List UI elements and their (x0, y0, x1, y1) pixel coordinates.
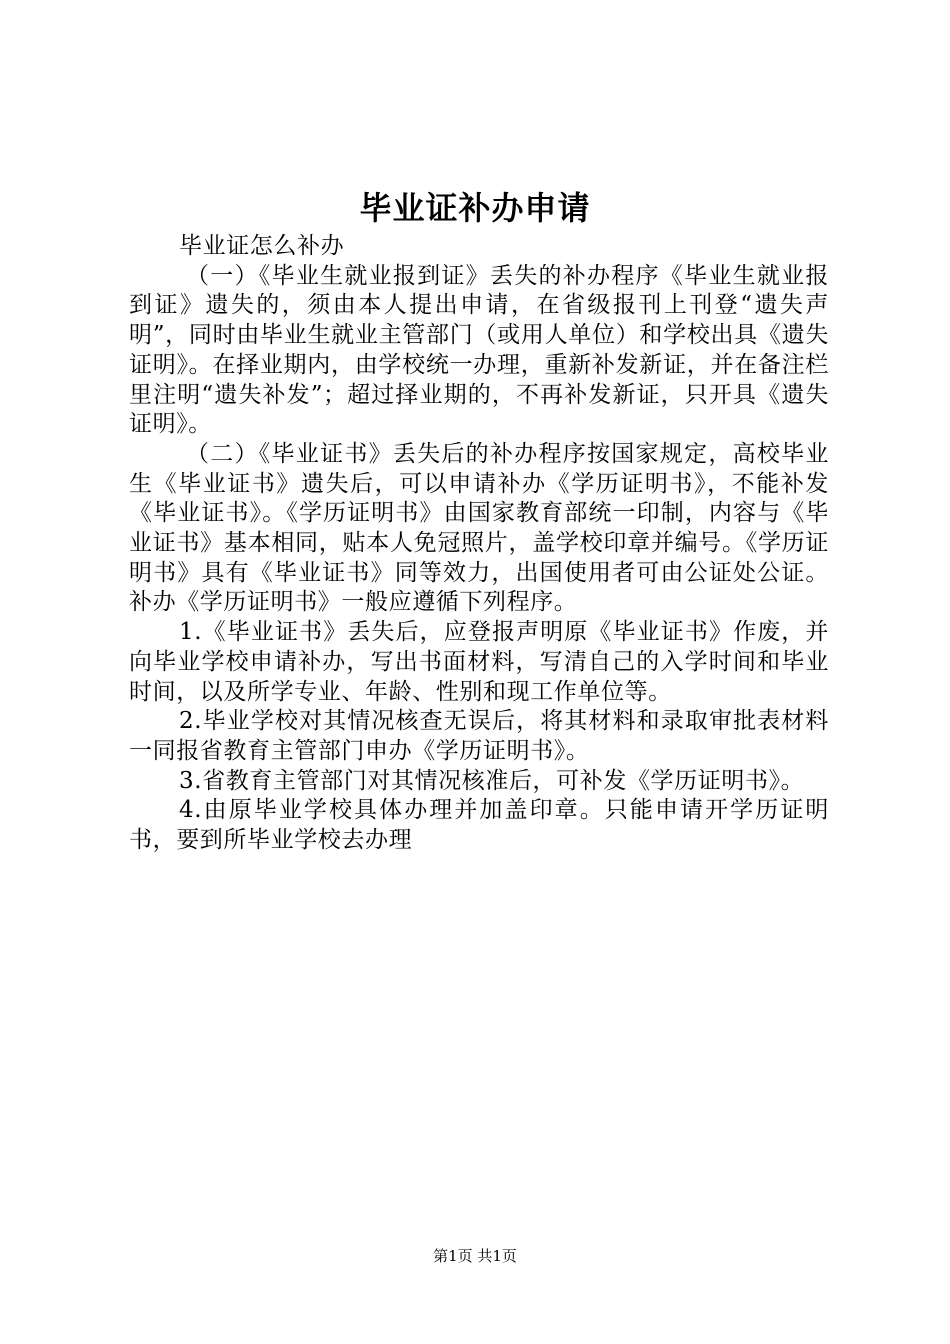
paragraph-graduation-certificate: （二）《毕业证书》丢失后的补办程序按国家规定，高校毕业生《毕业证书》遗失后，可以申请补办《学历证明书》，不能补发《毕业证书》。《学历证明书》由国家教育部统一印制，内容与《毕业证书》基本相同，贴本人免冠照片，盖学校印章并编号。《学历证明书》具有《毕业证书》同等效力，出国使用者可由公证处公证。补办《学历证明书》一般应遵循下列程序。 (129, 440, 829, 616)
paragraph-step-1: 1.《毕业证书》丢失后，应登报声明原《毕业证书》作废，并向毕业学校申请补办，写出书面材料，写清自己的入学时间和毕业时间，以及所学专业、年龄、性别和现工作单位等。 (129, 619, 829, 705)
paragraph-step-2: 2.毕业学校对其情况核查无误后，将其材料和录取审批表材料一同报省教育主管部门申办《学历证明书》。 (129, 708, 829, 764)
document-body (129, 232, 829, 856)
paragraph-registration-certificate: （一）《毕业生就业报到证》丢失的补办程序《毕业生就业报到证》遗失的，须由本人提出申请，在省级报刊上刊登“遗失声明”，同时由毕业生就业主管部门（或用人单位）和学校出具《遗失证明》。在择业期内，由学校统一办理，重新补发新证，并在备注栏里注明“遗失补发”；超过择业期的，不再补发新证，只开具《遗失证明》。 (129, 262, 829, 438)
page-number-footer: 第1页 共1页 (433, 1247, 517, 1265)
paragraph-step-3: 3.省教育主管部门对其情况核准后，可补发《学历证明书》。 (179, 767, 805, 794)
document-title: 毕业证补办申请 (359, 189, 591, 227)
paragraph-step-4: 4.由原毕业学校具体办理并加盖印章。只能申请开学历证明书，要到所毕业学校去办理 (129, 797, 829, 854)
subtitle: 毕业证怎么补办 (179, 233, 345, 259)
